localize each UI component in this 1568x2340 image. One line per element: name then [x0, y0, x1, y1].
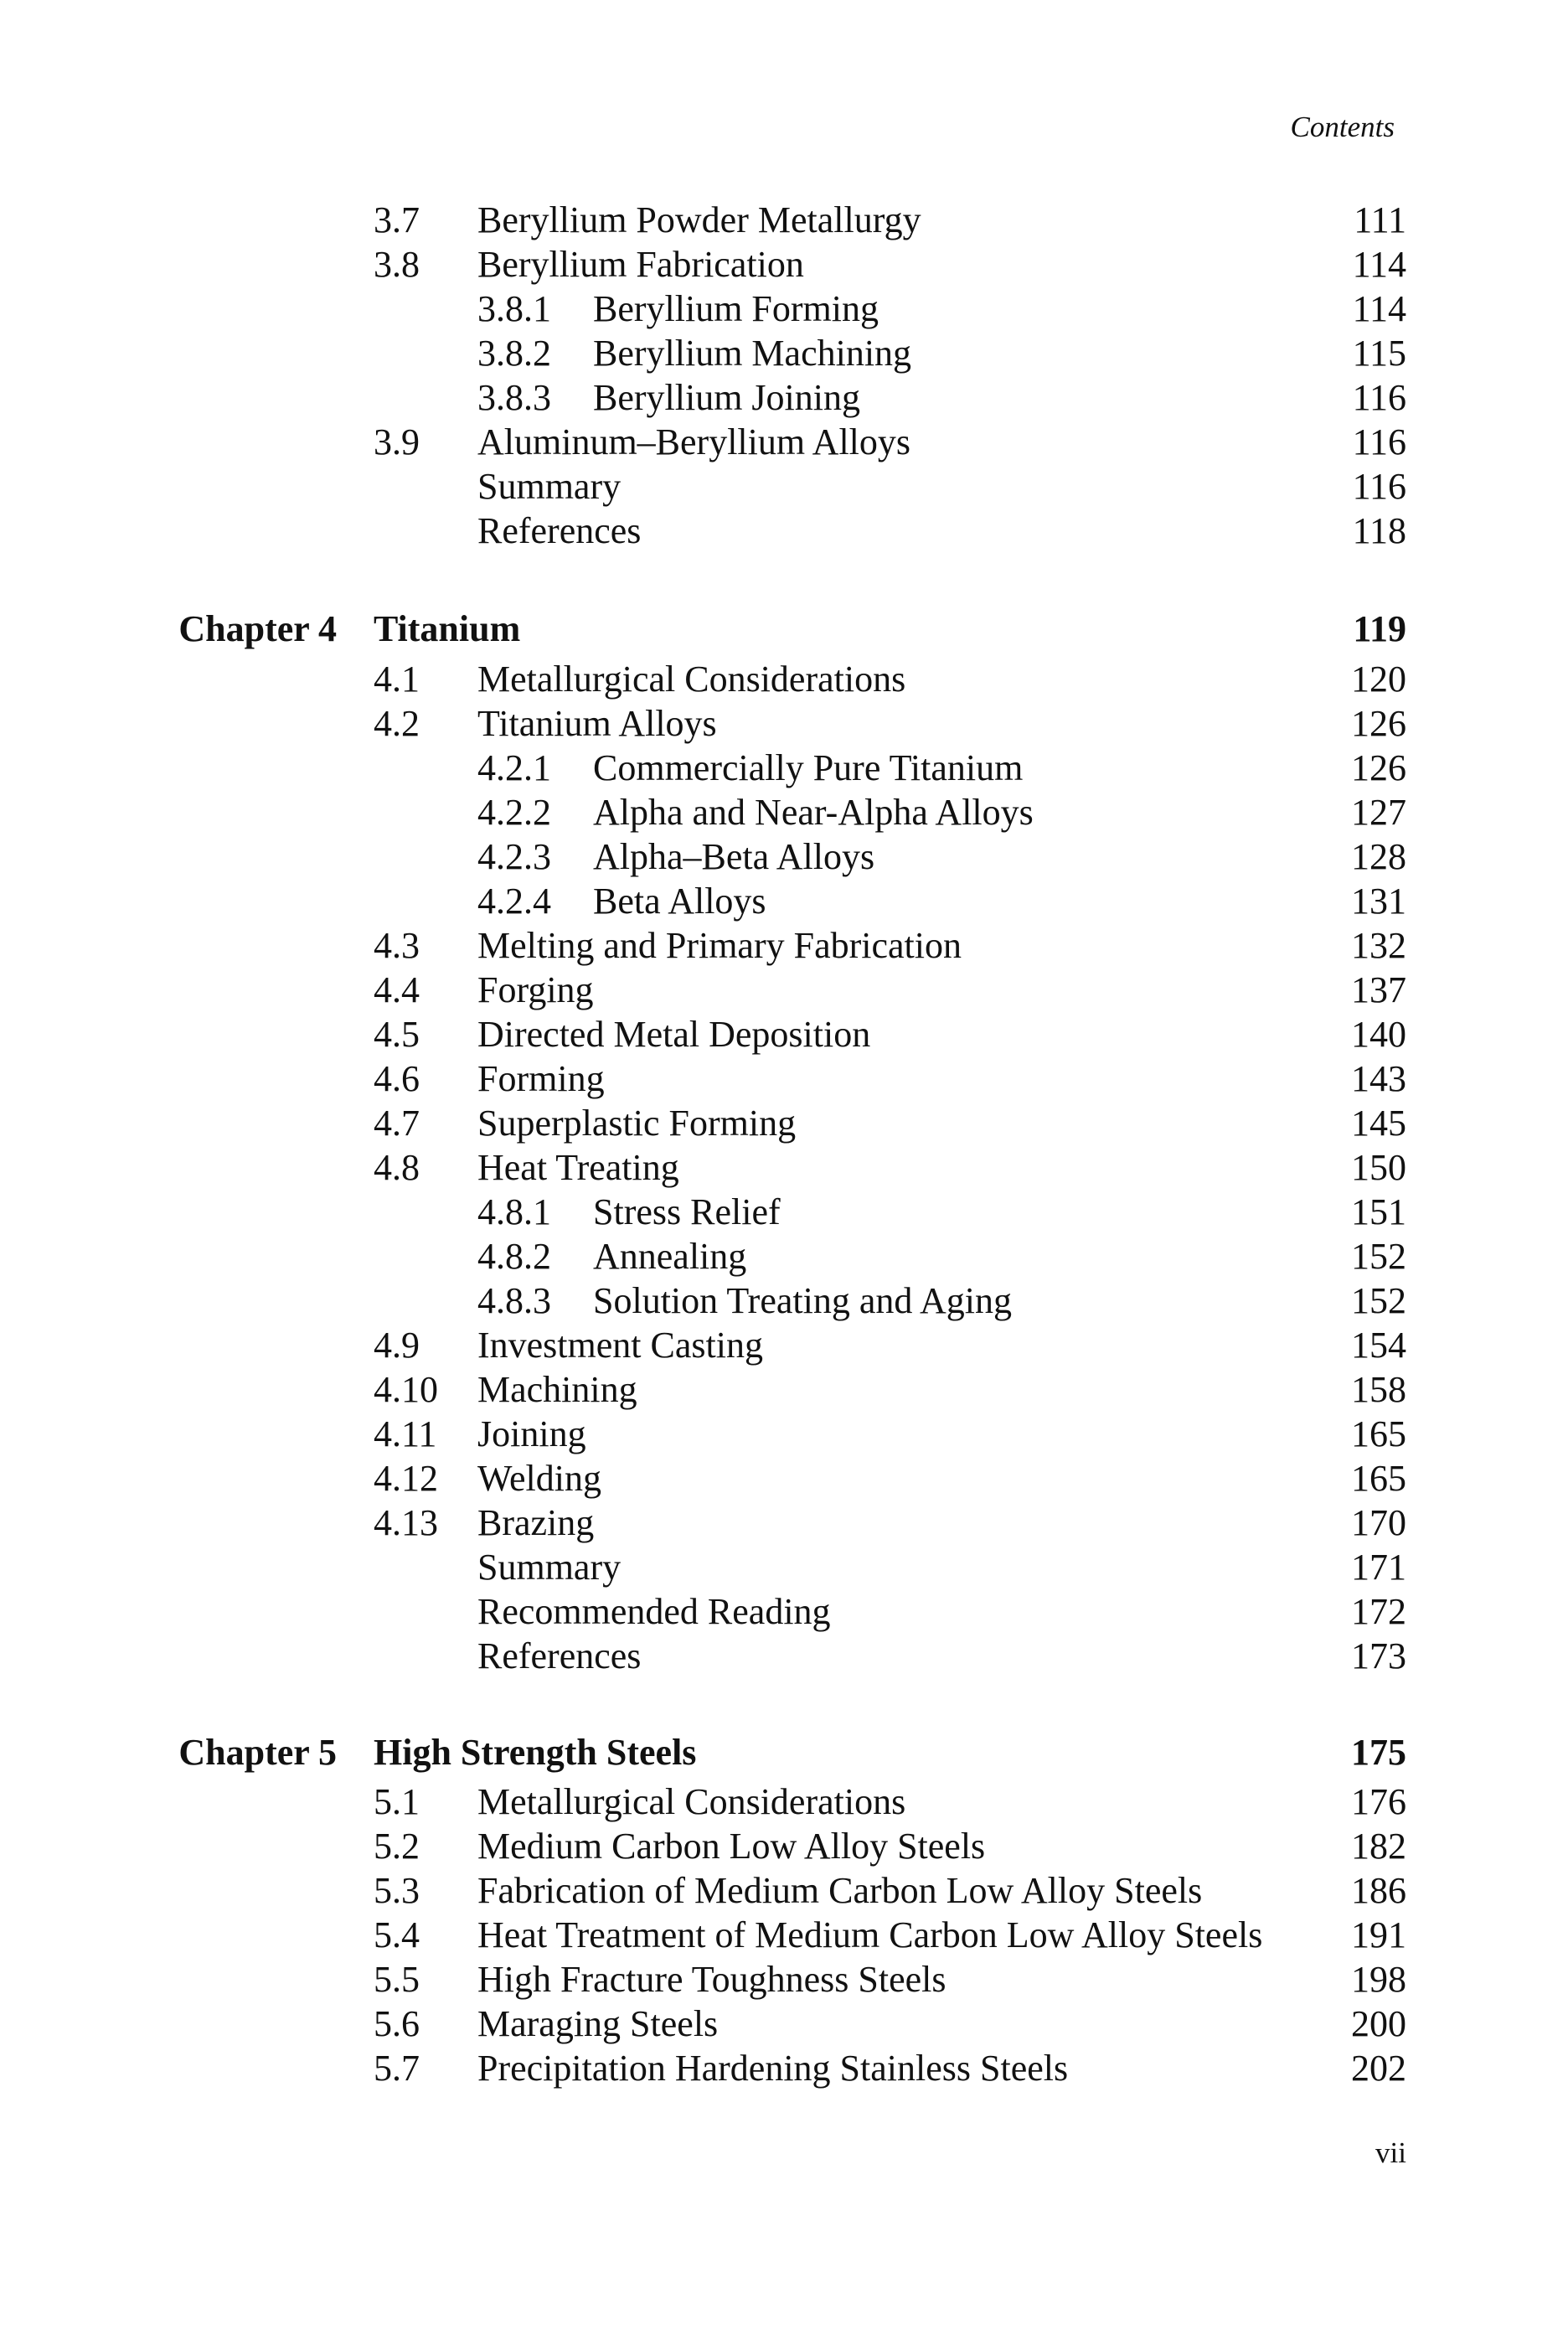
- running-head: Contents: [1290, 111, 1395, 143]
- chapter-title: Titanium: [374, 608, 521, 649]
- toc-entry[interactable]: [0, 1824, 1568, 1868]
- entry-number: 4.8.2: [477, 1236, 551, 1277]
- entry-title: Summary: [477, 466, 622, 507]
- entry-page: 128: [1351, 836, 1406, 877]
- toc-entry[interactable]: [0, 420, 1568, 464]
- entry-number: 4.5: [374, 1014, 420, 1055]
- entry-title: Aluminum–Beryllium Alloys: [477, 421, 911, 462]
- entry-title: Brazing: [477, 1502, 595, 1543]
- entry-title: Beta Alloys: [593, 881, 766, 922]
- entry-number: 4.4: [374, 969, 420, 1010]
- entry-title: Precipitation Hardening Stainless Steels: [477, 2048, 1069, 2089]
- toc-entry[interactable]: [0, 1145, 1568, 1190]
- entry-number: 4.10: [374, 1369, 438, 1410]
- entry-number: 4.6: [374, 1058, 420, 1099]
- entry-number: 4.12: [374, 1458, 438, 1499]
- entry-page: 126: [1351, 703, 1406, 744]
- entry-title: Forming: [477, 1058, 605, 1099]
- entry-title: References: [477, 510, 642, 551]
- toc-entry[interactable]: [0, 968, 1568, 1012]
- entry-page: 165: [1351, 1413, 1406, 1454]
- entry-page: 114: [1352, 288, 1406, 329]
- entry-title: References: [477, 1635, 642, 1676]
- entry-title: Titanium Alloys: [477, 703, 717, 744]
- entry-title: Medium Carbon Low Alloy Steels: [477, 1826, 986, 1867]
- entry-number: 3.8.1: [477, 288, 551, 329]
- toc-entry[interactable]: [0, 1367, 1568, 1412]
- toc-entry[interactable]: [0, 1780, 1568, 1824]
- toc-entry[interactable]: [0, 1234, 1568, 1278]
- entry-title: Stress Relief: [593, 1191, 781, 1232]
- entry-page: 116: [1352, 466, 1406, 507]
- entry-number: 5.7: [374, 2048, 420, 2089]
- toc-entry[interactable]: [0, 1101, 1568, 1145]
- entry-title: Fabrication of Medium Carbon Low Alloy Steels: [477, 1870, 1203, 1911]
- entry-title: Machining: [477, 1369, 637, 1410]
- entry-page: 154: [1351, 1325, 1406, 1366]
- toc-entry[interactable]: [0, 923, 1568, 968]
- toc-entry[interactable]: [0, 1190, 1568, 1234]
- entry-page: 158: [1351, 1369, 1406, 1410]
- entry-page: 191: [1351, 1914, 1406, 1955]
- toc-entry[interactable]: [0, 1589, 1568, 1634]
- toc-entry[interactable]: [0, 198, 1568, 242]
- entry-title: Investment Casting: [477, 1325, 763, 1366]
- entry-title: Superplastic Forming: [477, 1103, 797, 1144]
- entry-page: 150: [1351, 1147, 1406, 1188]
- entry-page: 111: [1354, 199, 1406, 240]
- entry-title: Beryllium Powder Metallurgy: [477, 199, 921, 240]
- toc-entry[interactable]: [0, 701, 1568, 746]
- entry-page: 127: [1351, 792, 1406, 833]
- entry-number: 5.2: [374, 1826, 420, 1867]
- toc-entry[interactable]: [0, 1634, 1568, 1678]
- toc-entry[interactable]: [0, 464, 1568, 509]
- entry-title: Forging: [477, 969, 594, 1010]
- entry-page: 152: [1351, 1280, 1406, 1321]
- toc-entry[interactable]: [0, 1323, 1568, 1367]
- entry-page: 165: [1351, 1458, 1406, 1499]
- toc-entry[interactable]: [0, 1957, 1568, 2002]
- chapter-label: Chapter 5: [178, 1732, 337, 1773]
- entry-page: 131: [1351, 881, 1406, 922]
- entry-page: 116: [1352, 421, 1406, 462]
- toc-entry[interactable]: [0, 746, 1568, 790]
- chapter-page: 119: [1353, 608, 1406, 649]
- entry-number: 5.6: [374, 2003, 420, 2044]
- entry-number: 3.8.3: [477, 377, 551, 418]
- toc-entry[interactable]: [0, 1278, 1568, 1323]
- entry-page: 145: [1351, 1103, 1406, 1144]
- entry-number: 3.8: [374, 244, 420, 285]
- entry-number: 5.3: [374, 1870, 420, 1911]
- entry-number: 3.7: [374, 199, 420, 240]
- toc-entry[interactable]: [0, 1412, 1568, 1456]
- toc-entry[interactable]: [0, 1056, 1568, 1101]
- entry-number: 4.8.3: [477, 1280, 551, 1321]
- toc-entry[interactable]: [0, 879, 1568, 923]
- entry-title: Alpha and Near-Alpha Alloys: [593, 792, 1034, 833]
- entry-number: 4.8: [374, 1147, 420, 1188]
- entry-number: 5.1: [374, 1781, 420, 1822]
- entry-title: Metallurgical Considerations: [477, 1781, 906, 1822]
- entry-title: High Fracture Toughness Steels: [477, 1959, 946, 2000]
- toc-entry[interactable]: [0, 2002, 1568, 2046]
- entry-number: 4.2.2: [477, 792, 551, 833]
- entry-title: Heat Treatment of Medium Carbon Low Alloy Steels: [477, 1914, 1263, 1955]
- entry-page: 140: [1351, 1014, 1406, 1055]
- entry-page: 120: [1351, 659, 1406, 700]
- entry-title: Beryllium Joining: [593, 377, 860, 418]
- toc-entry[interactable]: [0, 242, 1568, 287]
- entry-title: Recommended Reading: [477, 1591, 831, 1632]
- toc-entry[interactable]: [0, 657, 1568, 701]
- entry-title: Maraging Steels: [477, 2003, 719, 2044]
- chapter-page: 175: [1351, 1732, 1406, 1773]
- page-number: vii: [1375, 2136, 1406, 2169]
- entry-number: 4.8.1: [477, 1191, 551, 1232]
- entry-title: Heat Treating: [477, 1147, 679, 1188]
- entry-page: 198: [1351, 1959, 1406, 2000]
- entry-page: 170: [1351, 1502, 1406, 1543]
- entry-number: 5.5: [374, 1959, 420, 2000]
- entry-page: 116: [1352, 377, 1406, 418]
- toc-entry[interactable]: [0, 834, 1568, 879]
- chapter-title: High Strength Steels: [374, 1732, 697, 1773]
- entry-page: 137: [1351, 969, 1406, 1010]
- entry-number: 4.11: [374, 1413, 437, 1454]
- entry-number: 4.13: [374, 1502, 438, 1543]
- entry-number: 4.2.3: [477, 836, 551, 877]
- entry-title: Beryllium Fabrication: [477, 244, 804, 285]
- entry-title: Directed Metal Deposition: [477, 1014, 871, 1055]
- entry-page: 114: [1352, 244, 1406, 285]
- entry-title: Metallurgical Considerations: [477, 659, 906, 700]
- entry-title: Annealing: [593, 1236, 747, 1277]
- entry-title: Summary: [477, 1547, 622, 1588]
- entry-title: Beryllium Forming: [593, 288, 879, 329]
- entry-number: 3.9: [374, 421, 420, 462]
- entry-page: 152: [1351, 1236, 1406, 1277]
- toc-entry[interactable]: [0, 1456, 1568, 1501]
- entry-number: 4.9: [374, 1325, 420, 1366]
- toc-entry[interactable]: [0, 790, 1568, 834]
- entry-number: 5.4: [374, 1914, 420, 1955]
- entry-page: 132: [1351, 925, 1406, 966]
- toc-entry[interactable]: [0, 287, 1568, 331]
- entry-page: 176: [1351, 1781, 1406, 1822]
- entry-page: 151: [1351, 1191, 1406, 1232]
- entry-title: Melting and Primary Fabrication: [477, 925, 962, 966]
- entry-number: 3.8.2: [477, 333, 551, 374]
- entry-page: 186: [1351, 1870, 1406, 1911]
- entry-title: Welding: [477, 1458, 601, 1499]
- entry-title: Solution Treating and Aging: [593, 1280, 1012, 1321]
- entry-number: 4.1: [374, 659, 420, 700]
- entry-page: 173: [1351, 1635, 1406, 1676]
- toc-entry[interactable]: [0, 331, 1568, 375]
- toc-entry[interactable]: [0, 509, 1568, 553]
- entry-page: 115: [1352, 333, 1406, 374]
- entry-title: Alpha–Beta Alloys: [593, 836, 875, 877]
- entry-number: 4.2.1: [477, 747, 551, 788]
- toc-entry[interactable]: [0, 1501, 1568, 1545]
- entry-page: 126: [1351, 747, 1406, 788]
- toc-entry[interactable]: [0, 1545, 1568, 1589]
- entry-title: Beryllium Machining: [593, 333, 912, 374]
- toc-entry[interactable]: [0, 375, 1568, 420]
- toc-entry[interactable]: [0, 2046, 1568, 2090]
- entry-page: 182: [1351, 1826, 1406, 1867]
- toc-entry[interactable]: [0, 1868, 1568, 1913]
- toc-entry[interactable]: [0, 1012, 1568, 1056]
- entry-page: 172: [1351, 1591, 1406, 1632]
- toc-entry[interactable]: [0, 1913, 1568, 1957]
- chapter-heading[interactable]: [0, 1730, 1568, 1774]
- chapter-label: Chapter 4: [178, 608, 337, 649]
- chapter-heading[interactable]: [0, 607, 1568, 651]
- entry-number: 4.2.4: [477, 881, 551, 922]
- entry-number: 4.7: [374, 1103, 420, 1144]
- entry-page: 171: [1351, 1547, 1406, 1588]
- entry-number: 4.3: [374, 925, 420, 966]
- entry-title: Joining: [477, 1413, 586, 1454]
- entry-page: 202: [1351, 2048, 1406, 2089]
- entry-page: 118: [1352, 510, 1406, 551]
- entry-page: 143: [1351, 1058, 1406, 1099]
- entry-title: Commercially Pure Titanium: [593, 747, 1024, 788]
- entry-page: 200: [1351, 2003, 1406, 2044]
- entry-number: 4.2: [374, 703, 420, 744]
